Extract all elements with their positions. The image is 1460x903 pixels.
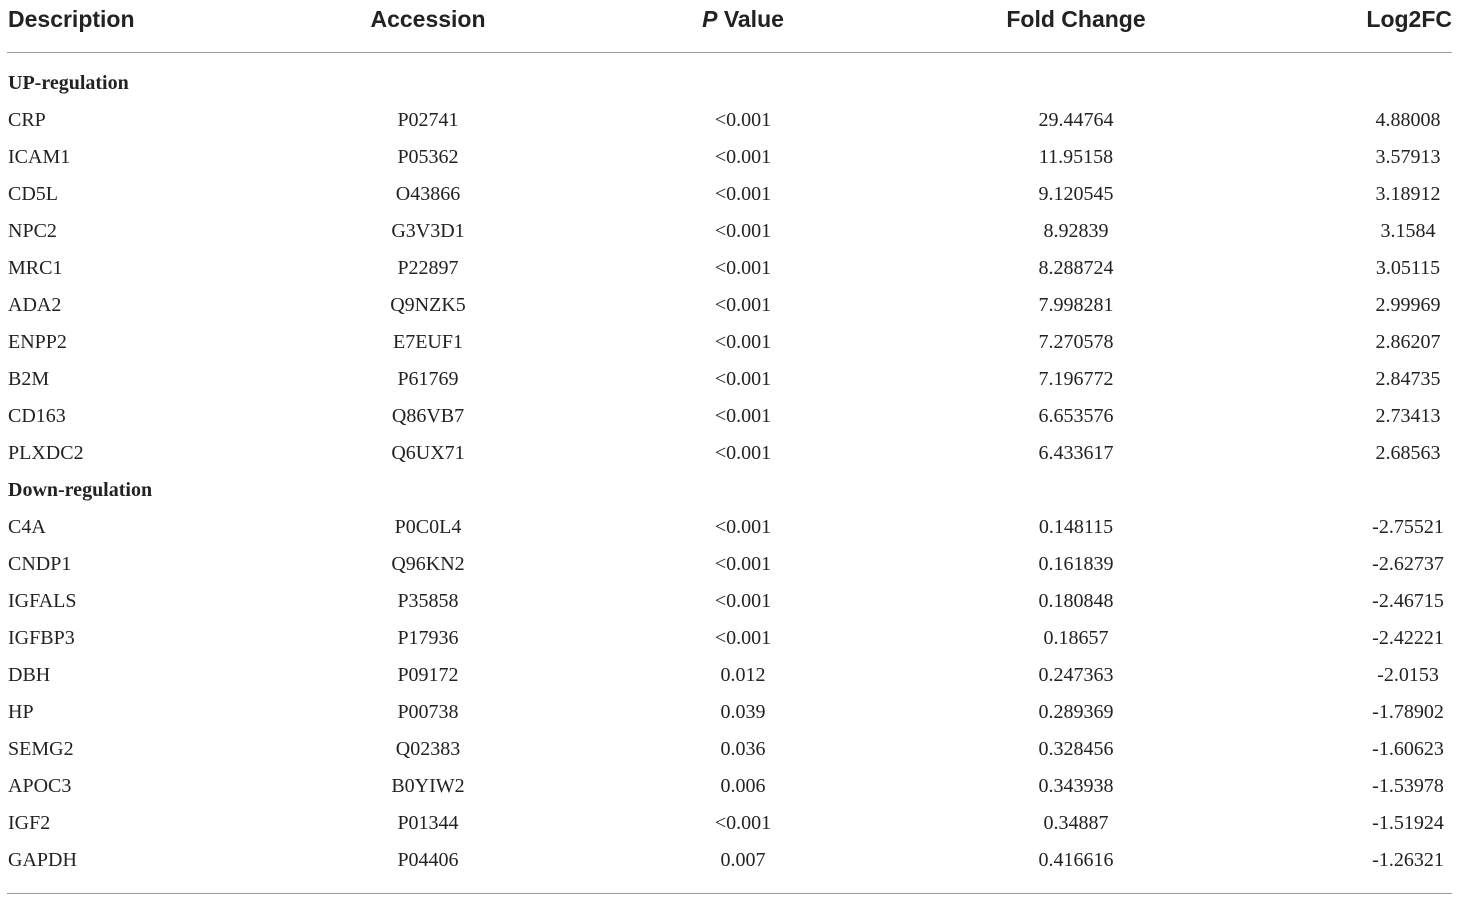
cell-accession: Q86VB7 bbox=[391, 405, 465, 427]
cell-accession: Q96KN2 bbox=[391, 553, 465, 575]
cell-fold-change: 0.18657 bbox=[1043, 627, 1109, 649]
cell-fold-change: 8.92839 bbox=[1043, 220, 1109, 242]
cell-description: B2M bbox=[8, 368, 50, 390]
cell-fold-change: 11.95158 bbox=[1038, 146, 1114, 168]
table-row bbox=[0, 842, 1460, 879]
table-row bbox=[0, 768, 1460, 805]
cell-log2fc: 4.88008 bbox=[1375, 109, 1441, 131]
cell-fold-change: 0.247363 bbox=[1038, 664, 1114, 686]
cell-fold-change: 6.433617 bbox=[1038, 442, 1114, 464]
cell-log2fc: -2.42221 bbox=[1372, 627, 1444, 649]
cell-fold-change: 0.328456 bbox=[1038, 738, 1114, 760]
cell-description: IGFALS bbox=[8, 590, 77, 612]
cell-accession: P61769 bbox=[397, 368, 459, 390]
table-row bbox=[0, 102, 1460, 139]
cell-description: CRP bbox=[8, 109, 46, 131]
cell-description: CD163 bbox=[8, 405, 66, 427]
cell-accession: P01344 bbox=[397, 812, 459, 834]
cell-description: CD5L bbox=[8, 183, 58, 205]
table-row bbox=[0, 139, 1460, 176]
section-label: Down-regulation bbox=[8, 479, 153, 501]
cell-description: DBH bbox=[8, 664, 51, 686]
table-row bbox=[0, 287, 1460, 324]
table-row bbox=[0, 250, 1460, 287]
cell-accession: P09172 bbox=[397, 664, 459, 686]
cell-p-value: 0.039 bbox=[720, 701, 766, 723]
cell-log2fc: -1.78902 bbox=[1372, 701, 1444, 723]
cell-p-value: <0.001 bbox=[714, 405, 772, 427]
p-value-rest: Value bbox=[717, 6, 784, 32]
cell-log2fc: -2.0153 bbox=[1377, 664, 1439, 686]
table-row bbox=[0, 805, 1460, 842]
cell-fold-change: 8.288724 bbox=[1038, 257, 1114, 279]
cell-p-value: 0.006 bbox=[720, 775, 766, 797]
cell-log2fc: 3.05115 bbox=[1375, 257, 1441, 279]
cell-p-value: <0.001 bbox=[714, 368, 772, 390]
cell-description: MRC1 bbox=[8, 257, 63, 279]
cell-accession: P04406 bbox=[397, 849, 459, 871]
cell-description: GAPDH bbox=[8, 849, 77, 871]
cell-log2fc: 2.68563 bbox=[1375, 442, 1441, 464]
table-row bbox=[0, 435, 1460, 472]
cell-p-value: <0.001 bbox=[714, 627, 772, 649]
cell-description: SEMG2 bbox=[8, 738, 74, 760]
cell-accession: Q9NZK5 bbox=[390, 294, 466, 316]
cell-accession: P35858 bbox=[397, 590, 459, 612]
cell-p-value: <0.001 bbox=[714, 442, 772, 464]
cell-log2fc: -1.51924 bbox=[1372, 812, 1444, 834]
cell-p-value: 0.007 bbox=[720, 849, 766, 871]
cell-log2fc: 3.1584 bbox=[1380, 220, 1436, 242]
table-row bbox=[0, 731, 1460, 768]
cell-fold-change: 0.180848 bbox=[1038, 590, 1114, 612]
cell-accession: P0C0L4 bbox=[394, 516, 462, 538]
cell-p-value: <0.001 bbox=[714, 331, 772, 353]
cell-p-value: <0.001 bbox=[714, 220, 772, 242]
table-row bbox=[0, 361, 1460, 398]
cell-description: ADA2 bbox=[8, 294, 62, 316]
cell-log2fc: 3.18912 bbox=[1375, 183, 1441, 205]
cell-description: NPC2 bbox=[8, 220, 57, 242]
cell-p-value: <0.001 bbox=[714, 257, 772, 279]
cell-log2fc: 2.84735 bbox=[1375, 368, 1441, 390]
table-row bbox=[0, 213, 1460, 250]
cell-accession: P17936 bbox=[397, 627, 459, 649]
table-row bbox=[0, 620, 1460, 657]
cell-fold-change: 7.998281 bbox=[1038, 294, 1114, 316]
cell-fold-change: 6.653576 bbox=[1038, 405, 1114, 427]
cell-description: ENPP2 bbox=[8, 331, 67, 353]
section-label: UP-regulation bbox=[8, 72, 129, 94]
cell-description: PLXDC2 bbox=[8, 442, 84, 464]
cell-fold-change: 9.120545 bbox=[1038, 183, 1114, 205]
cell-p-value: <0.001 bbox=[714, 590, 772, 612]
cell-fold-change: 7.196772 bbox=[1038, 368, 1114, 390]
table-row bbox=[0, 398, 1460, 435]
column-header-accession: Accession bbox=[370, 6, 486, 32]
cell-log2fc: 2.73413 bbox=[1375, 405, 1441, 427]
cell-p-value: 0.012 bbox=[720, 664, 766, 686]
cell-log2fc: 2.86207 bbox=[1375, 331, 1441, 353]
cell-fold-change: 7.270578 bbox=[1038, 331, 1114, 353]
cell-accession: P02741 bbox=[397, 109, 459, 131]
cell-log2fc: -2.75521 bbox=[1372, 516, 1444, 538]
cell-log2fc: 3.57913 bbox=[1375, 146, 1441, 168]
cell-p-value: <0.001 bbox=[714, 516, 772, 538]
cell-fold-change: 0.343938 bbox=[1038, 775, 1114, 797]
cell-accession: P05362 bbox=[397, 146, 459, 168]
cell-description: APOC3 bbox=[8, 775, 72, 797]
cell-accession: P00738 bbox=[397, 701, 459, 723]
cell-log2fc: -2.46715 bbox=[1372, 590, 1444, 612]
cell-log2fc: 2.99969 bbox=[1375, 294, 1441, 316]
section-row bbox=[0, 65, 1460, 102]
table-header bbox=[0, 0, 1460, 40]
header-rule bbox=[7, 52, 1452, 53]
column-header-description: Description bbox=[8, 6, 135, 32]
cell-description: CNDP1 bbox=[8, 553, 72, 575]
cell-p-value: <0.001 bbox=[714, 109, 772, 131]
cell-fold-change: 0.161839 bbox=[1038, 553, 1114, 575]
cell-fold-change: 29.44764 bbox=[1038, 109, 1114, 131]
cell-description: C4A bbox=[8, 516, 46, 538]
column-header-fold-change: Fold Change bbox=[1006, 6, 1146, 32]
cell-accession: B0YIW2 bbox=[391, 775, 465, 797]
cell-accession: P22897 bbox=[397, 257, 459, 279]
cell-p-value: <0.001 bbox=[714, 553, 772, 575]
cell-fold-change: 0.148115 bbox=[1038, 516, 1114, 538]
cell-description: HP bbox=[8, 701, 34, 723]
p-letter: P bbox=[702, 6, 718, 32]
cell-accession: G3V3D1 bbox=[391, 220, 465, 242]
bottom-rule bbox=[7, 893, 1452, 894]
cell-fold-change: 0.34887 bbox=[1043, 812, 1109, 834]
section-row bbox=[0, 472, 1460, 509]
cell-log2fc: -1.53978 bbox=[1372, 775, 1444, 797]
cell-fold-change: 0.289369 bbox=[1038, 701, 1114, 723]
cell-accession: E7EUF1 bbox=[393, 331, 463, 353]
table-row bbox=[0, 509, 1460, 546]
table-row bbox=[0, 324, 1460, 361]
cell-p-value: 0.036 bbox=[720, 738, 766, 760]
table-row bbox=[0, 583, 1460, 620]
table-row bbox=[0, 657, 1460, 694]
cell-p-value: <0.001 bbox=[714, 812, 772, 834]
table-row bbox=[0, 176, 1460, 213]
column-header-log2fc: Log2FC bbox=[1366, 6, 1452, 32]
cell-p-value: <0.001 bbox=[714, 146, 772, 168]
cell-log2fc: -2.62737 bbox=[1372, 553, 1444, 575]
cell-p-value: <0.001 bbox=[714, 294, 772, 316]
cell-accession: Q02383 bbox=[395, 738, 461, 760]
cell-accession: Q6UX71 bbox=[391, 442, 465, 464]
table-row bbox=[0, 694, 1460, 731]
cell-fold-change: 0.416616 bbox=[1038, 849, 1114, 871]
cell-description: IGFBP3 bbox=[8, 627, 75, 649]
cell-description: IGF2 bbox=[8, 812, 51, 834]
cell-log2fc: -1.26321 bbox=[1372, 849, 1444, 871]
cell-p-value: <0.001 bbox=[714, 183, 772, 205]
cell-log2fc: -1.60623 bbox=[1372, 738, 1444, 760]
cell-description: ICAM1 bbox=[8, 146, 71, 168]
cell-accession: O43866 bbox=[395, 183, 461, 205]
table-row bbox=[0, 546, 1460, 583]
column-header-p-value bbox=[702, 4, 784, 34]
